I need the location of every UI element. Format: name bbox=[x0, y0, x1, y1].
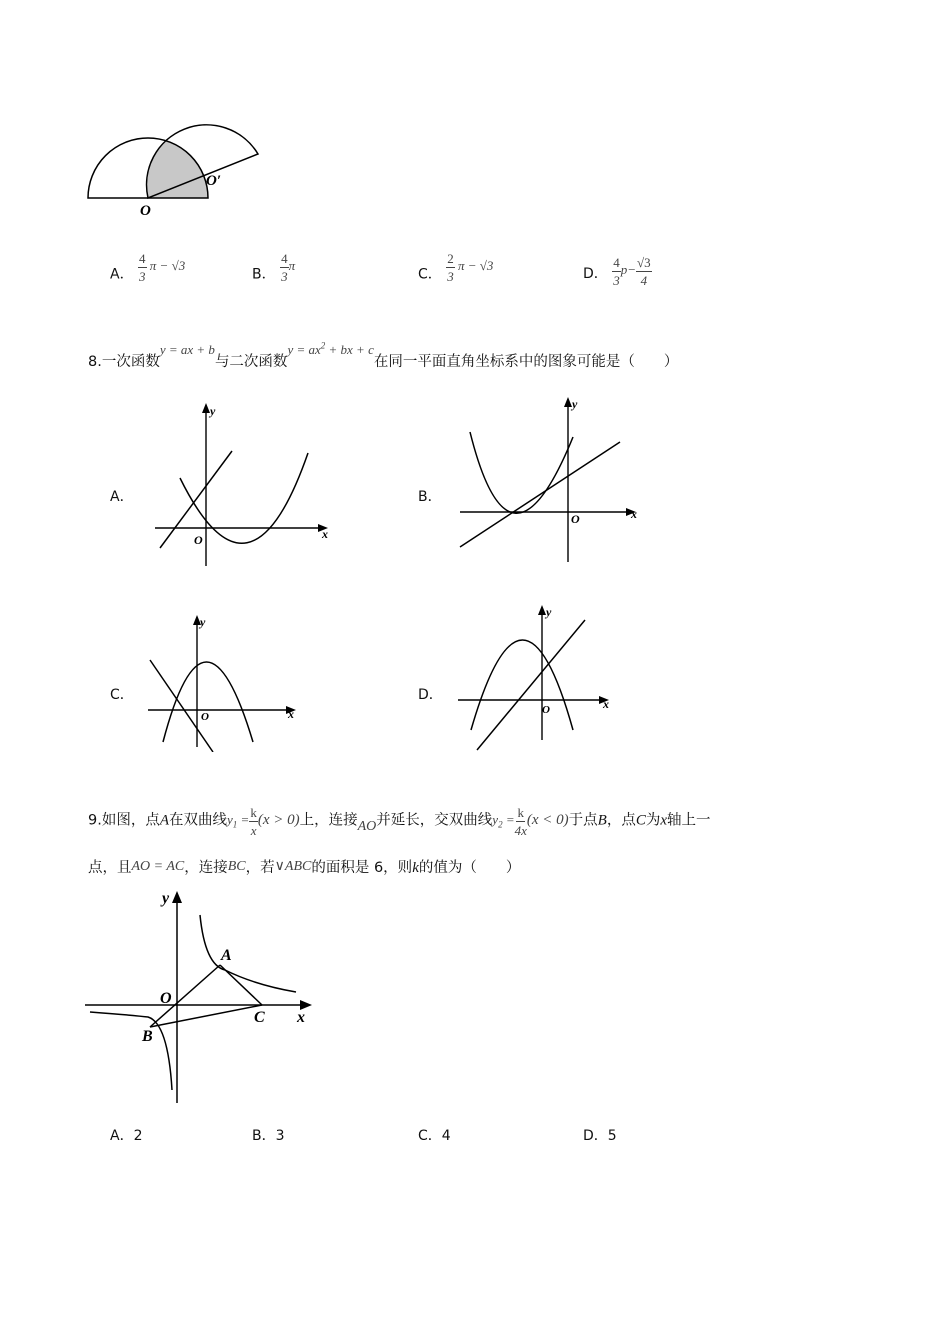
parabola-a bbox=[180, 453, 308, 543]
stem-text: ，连接 bbox=[184, 860, 228, 876]
origin-label: O bbox=[542, 704, 550, 716]
y-label: y bbox=[210, 404, 216, 418]
q9-stem-line2 bbox=[88, 856, 520, 877]
label-o: O bbox=[140, 203, 151, 219]
graph-d bbox=[455, 600, 620, 755]
option-label: D． bbox=[583, 266, 608, 283]
numerator: k bbox=[250, 805, 257, 820]
hyperbola-y2 bbox=[90, 1012, 172, 1090]
point-a: A bbox=[159, 812, 170, 829]
exponent: 2 bbox=[320, 340, 326, 351]
o-label: O bbox=[160, 990, 172, 1007]
equals: = bbox=[502, 812, 515, 828]
q8-option-a[interactable]: A． bbox=[110, 489, 134, 505]
denominator: 3 bbox=[139, 269, 146, 284]
denominator: 3 bbox=[447, 269, 454, 284]
option-label: B． bbox=[252, 266, 276, 283]
point-b: B bbox=[597, 812, 607, 829]
y-label: y bbox=[546, 605, 552, 619]
segment-bc bbox=[150, 1005, 262, 1027]
q8-option-b[interactable]: B． bbox=[418, 489, 442, 505]
origin-label: O bbox=[571, 512, 580, 526]
quadratic-function bbox=[287, 342, 373, 357]
y2-var: y bbox=[492, 812, 499, 828]
stem-text: 与二次函数 bbox=[214, 354, 288, 370]
stem-text: 轴上一 bbox=[667, 812, 711, 829]
denominator: 4 bbox=[640, 273, 648, 288]
quadratic-part: y = ax bbox=[287, 342, 321, 357]
q7-figure bbox=[80, 105, 280, 225]
point-c: C bbox=[635, 812, 646, 829]
b-label: B bbox=[142, 1028, 153, 1045]
line-b bbox=[460, 442, 620, 547]
denominator: x bbox=[250, 823, 257, 838]
hyperbola-y2 bbox=[492, 805, 569, 838]
stem-text: 为 bbox=[645, 812, 661, 829]
stem-text: 上，连接 bbox=[299, 812, 358, 829]
line-c bbox=[150, 660, 213, 752]
numerator: 2 bbox=[447, 251, 454, 266]
option-label: A． bbox=[110, 266, 134, 283]
y-label: y bbox=[162, 890, 170, 907]
stem-text: ，若 bbox=[245, 860, 275, 876]
q8-stem bbox=[88, 340, 679, 371]
parabola-c bbox=[163, 662, 253, 742]
x-label: x bbox=[322, 527, 328, 541]
condition: (x < 0) bbox=[526, 812, 569, 829]
stem-text: 的面积是 6，则 bbox=[311, 860, 413, 876]
numerator: 4 bbox=[613, 255, 620, 270]
origin-label: O bbox=[194, 533, 203, 547]
numerator: 4 bbox=[281, 251, 288, 266]
stem-text: ，点 bbox=[606, 812, 636, 829]
equals: = bbox=[237, 812, 250, 828]
parabola-b bbox=[470, 432, 573, 513]
x-label: x bbox=[288, 707, 294, 721]
q7-option-b[interactable] bbox=[252, 251, 296, 291]
numerator: 4 bbox=[139, 251, 146, 266]
stem-text: 9.如图，点 bbox=[88, 812, 160, 829]
option-expr: π − √3 bbox=[457, 258, 494, 274]
q9-option-a[interactable]: A．2 bbox=[110, 1128, 143, 1144]
x-label: x bbox=[631, 507, 637, 521]
linear-function: y = ax + b bbox=[159, 342, 215, 357]
stem-text: 的值为（ ） bbox=[418, 860, 521, 876]
q8-option-d[interactable]: D． bbox=[418, 687, 443, 703]
line-d bbox=[477, 620, 585, 750]
y1-var: y bbox=[227, 812, 233, 828]
hyperbola-y1 bbox=[200, 915, 296, 992]
triangle-abc: ∨ABC bbox=[274, 859, 312, 874]
option-expr: p− bbox=[620, 262, 637, 278]
var-k: k bbox=[412, 860, 419, 876]
y2-sub: 2 bbox=[498, 820, 503, 831]
numerator: k bbox=[517, 805, 524, 820]
q8-option-c[interactable]: C． bbox=[110, 687, 134, 703]
y-label: y bbox=[200, 615, 206, 629]
graph-c bbox=[145, 612, 310, 752]
c-label: C bbox=[254, 1009, 265, 1026]
numerator: √3 bbox=[637, 255, 651, 270]
denominator: 4x bbox=[514, 823, 527, 838]
option-label: C． bbox=[418, 266, 442, 283]
graph-a bbox=[150, 398, 340, 573]
stem-text: 于点 bbox=[568, 812, 598, 829]
quadratic-rest: + bx + c bbox=[325, 342, 374, 357]
condition: (x > 0) bbox=[257, 812, 300, 829]
stem-text: 在同一平面直角坐标系中的图象可能是（ ） bbox=[373, 354, 679, 370]
q9-option-c[interactable]: C．4 bbox=[418, 1128, 451, 1144]
segment-ac bbox=[220, 965, 262, 1005]
var-x: x bbox=[660, 812, 668, 829]
condition-ao-ac: AO = AC bbox=[131, 859, 185, 874]
stem-text: 点，且 bbox=[88, 860, 132, 876]
graph-b bbox=[455, 392, 645, 567]
stem-text: 在双曲线 bbox=[169, 812, 228, 829]
q9-option-b[interactable]: B．3 bbox=[252, 1128, 285, 1144]
origin-label: O bbox=[201, 711, 209, 723]
q7-option-a[interactable] bbox=[110, 251, 186, 291]
q9-figure bbox=[80, 885, 325, 1110]
y-label: y bbox=[572, 397, 578, 411]
segment-bc: BC bbox=[227, 859, 246, 874]
x-label: x bbox=[297, 1009, 305, 1026]
denominator: 3 bbox=[613, 273, 620, 288]
option-expr: π − √3 bbox=[149, 258, 186, 274]
a-label: A bbox=[221, 947, 232, 964]
q7-option-c[interactable] bbox=[418, 251, 494, 291]
stem-text: 8.一次函数 bbox=[88, 354, 160, 370]
stem-text: 并延长，交双曲线 bbox=[376, 812, 493, 829]
segment-ao: AO bbox=[357, 819, 377, 835]
option-expr: π bbox=[288, 258, 296, 274]
label-o-prime: O′ bbox=[206, 173, 222, 189]
hyperbola-y1 bbox=[227, 805, 300, 838]
q9-stem-line1 bbox=[88, 806, 711, 837]
q9-option-d[interactable]: D．5 bbox=[583, 1128, 617, 1144]
denominator: 3 bbox=[281, 269, 288, 284]
y1-sub: 1 bbox=[232, 820, 238, 831]
q7-option-d[interactable] bbox=[583, 256, 652, 287]
x-label: x bbox=[603, 697, 609, 711]
